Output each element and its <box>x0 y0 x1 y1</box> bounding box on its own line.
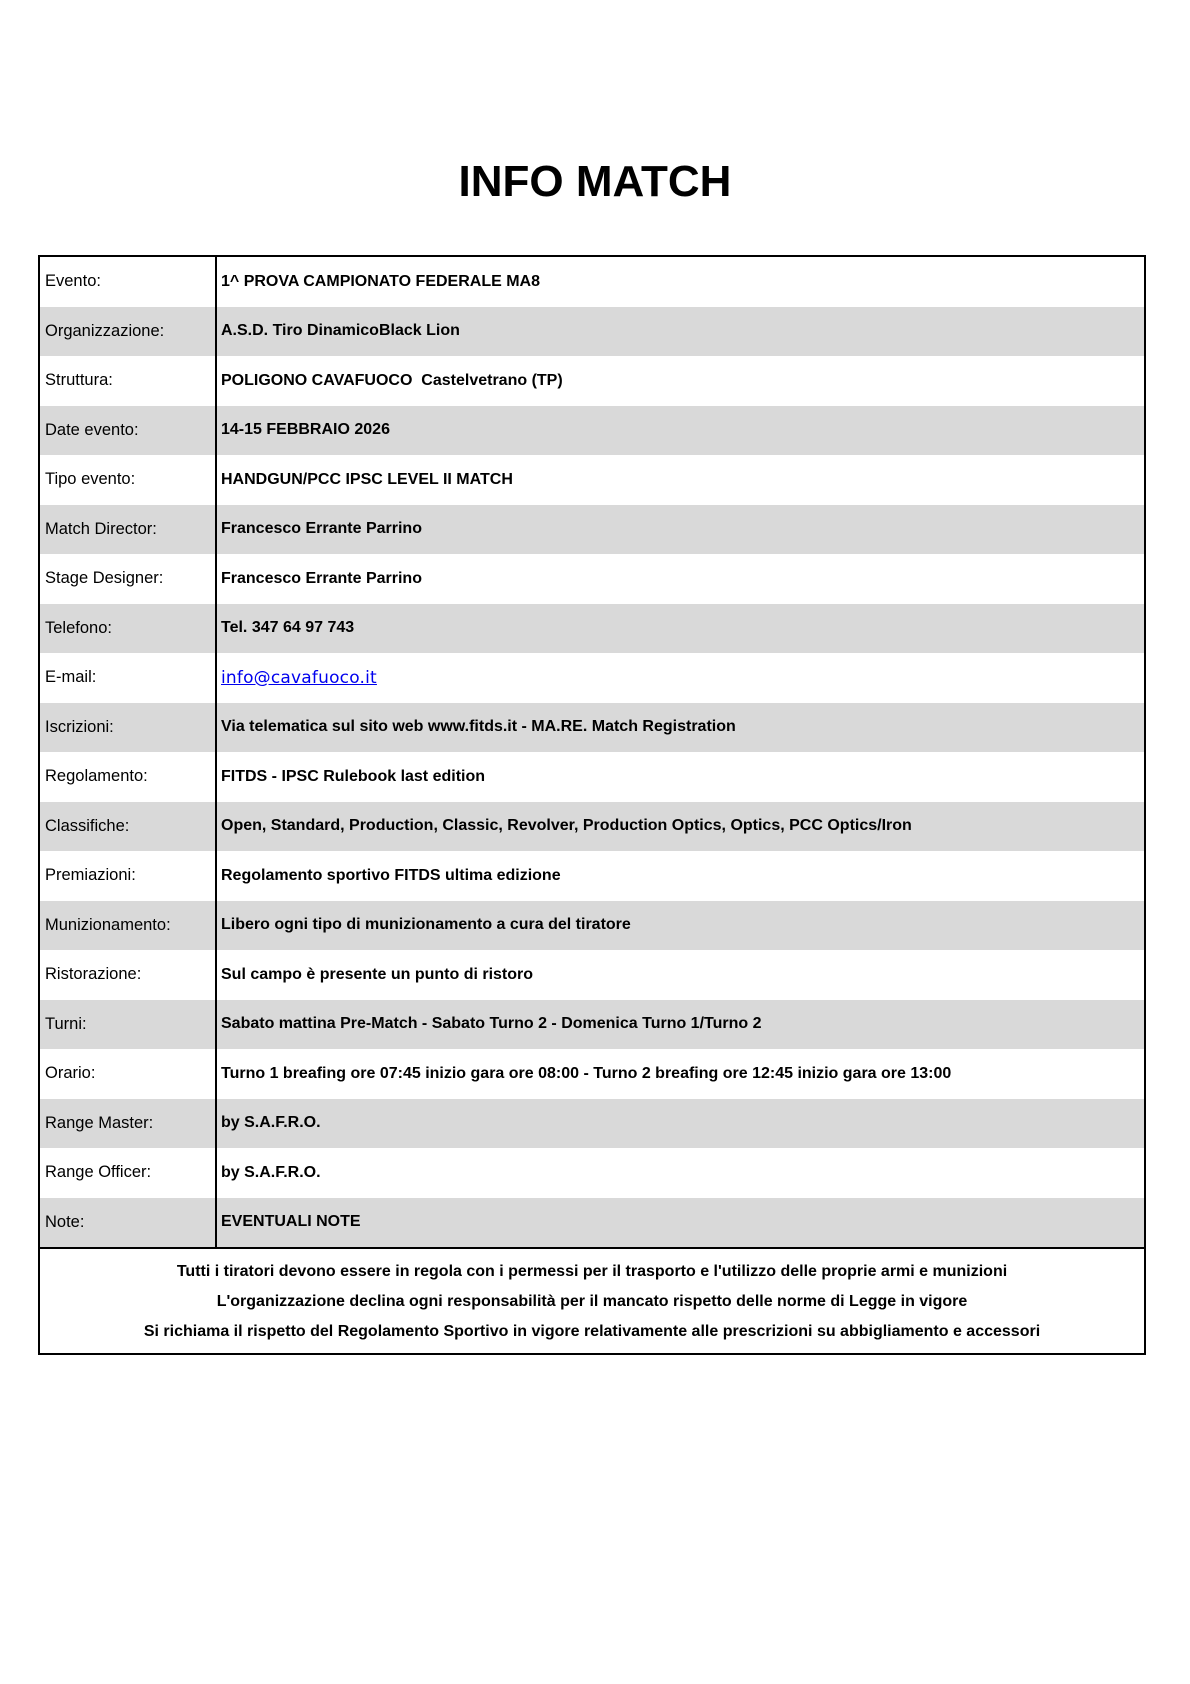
value-tipo-evento: HANDGUN/PCC IPSC LEVEL II MATCH <box>221 470 513 488</box>
row-classifiche <box>40 802 1144 852</box>
label-note: Note: <box>40 1198 217 1248</box>
label-stage-designer: Stage Designer: <box>40 554 217 604</box>
disclaimer-line-liability: L'organizzazione declina ogni responsabilità per il mancato rispetto delle norme di Legge in vigore <box>216 1293 968 1310</box>
label-premiazioni: Premiazioni: <box>40 851 217 901</box>
label-evento: Evento: <box>40 257 217 307</box>
value-date-evento: 14-15 FEBBRAIO 2026 <box>221 421 390 439</box>
row-tipo-evento <box>40 455 1144 505</box>
value-range-master: by S.A.F.R.O. <box>221 1114 321 1132</box>
label-orario: Orario: <box>40 1049 217 1099</box>
label-regolamento: Regolamento: <box>40 752 217 802</box>
label-classifiche: Classifiche: <box>40 802 217 852</box>
label-telefono: Telefono: <box>40 604 217 654</box>
email-link[interactable]: info@cavafuoco.it <box>221 667 377 688</box>
row-date-evento <box>40 406 1144 456</box>
value-stage-designer: Francesco Errante Parrino <box>221 569 422 587</box>
value-note: EVENTUALI NOTE <box>221 1213 361 1231</box>
label-struttura: Struttura: <box>40 356 217 406</box>
value-iscrizioni: Via telematica sul sito web www.fitds.it - MA.RE. Match Registration <box>221 718 736 736</box>
value-range-officer: by S.A.F.R.O. <box>221 1163 321 1181</box>
value-organizzazione: A.S.D. Tiro DinamicoBlack Lion <box>221 322 460 340</box>
label-date-evento: Date evento: <box>40 406 217 456</box>
label-match-director: Match Director: <box>40 505 217 555</box>
row-organizzazione <box>40 307 1144 357</box>
info-table <box>38 255 1146 1355</box>
row-stage-designer <box>40 554 1144 604</box>
row-struttura <box>40 356 1144 406</box>
value-email <box>217 653 1144 703</box>
value-telefono: Tel. 347 64 97 743 <box>221 619 355 637</box>
label-range-officer: Range Officer: <box>40 1148 217 1198</box>
value-struttura: POLIGONO CAVAFUOCO Castelvetrano (TP) <box>221 371 563 389</box>
value-match-director: Francesco Errante Parrino <box>221 520 422 538</box>
row-munizionamento <box>40 901 1144 951</box>
row-iscrizioni <box>40 703 1144 753</box>
disclaimer-line-permits: Tutti i tiratori devono essere in regola con i permessi per il trasporto e l'utilizzo delle proprie armi e munizioni <box>176 1263 1008 1280</box>
value-classifiche: Open, Standard, Production, Classic, Revolver, Production Optics, Optics, PCC Optics/Iron <box>221 817 912 835</box>
row-turni <box>40 1000 1144 1050</box>
row-ristorazione <box>40 950 1144 1000</box>
row-orario <box>40 1049 1144 1099</box>
row-email <box>40 653 1144 703</box>
disclaimer-footer <box>40 1247 1144 1353</box>
label-tipo-evento: Tipo evento: <box>40 455 217 505</box>
value-munizionamento: Libero ogni tipo di munizionamento a cura del tiratore <box>221 916 631 934</box>
row-range-officer <box>40 1148 1144 1198</box>
row-regolamento <box>40 752 1144 802</box>
label-turni: Turni: <box>40 1000 217 1050</box>
row-match-director <box>40 505 1144 555</box>
page-title: INFO MATCH <box>458 157 732 206</box>
row-evento <box>40 257 1144 307</box>
row-range-master <box>40 1099 1144 1149</box>
value-evento: 1^ PROVA CAMPIONATO FEDERALE MA8 <box>221 272 540 290</box>
label-munizionamento: Munizionamento: <box>40 901 217 951</box>
value-turni: Sabato mattina Pre-Match - Sabato Turno 2 - Domenica Turno 1/Turno 2 <box>221 1015 762 1033</box>
label-iscrizioni: Iscrizioni: <box>40 703 217 753</box>
row-premiazioni <box>40 851 1144 901</box>
label-ristorazione: Ristorazione: <box>40 950 217 1000</box>
value-regolamento: FITDS - IPSC Rulebook last edition <box>221 767 486 785</box>
value-ristorazione: Sul campo è presente un punto di ristoro <box>221 965 534 983</box>
value-orario: Turno 1 breafing ore 07:45 inizio gara ore 08:00 - Turno 2 breafing ore 12:45 inizio gara ore 13:00 <box>221 1064 952 1082</box>
label-organizzazione: Organizzazione: <box>40 307 217 357</box>
value-premiazioni: Regolamento sportivo FITDS ultima edizione <box>221 866 561 884</box>
label-range-master: Range Master: <box>40 1099 217 1149</box>
row-note <box>40 1198 1144 1248</box>
row-telefono <box>40 604 1144 654</box>
label-email: E-mail: <box>40 653 217 703</box>
disclaimer-line-dress-code: Si richiama il rispetto del Regolamento Sportivo in vigore relativamente alle prescrizioni su abbigliamento e accessori <box>143 1323 1041 1340</box>
